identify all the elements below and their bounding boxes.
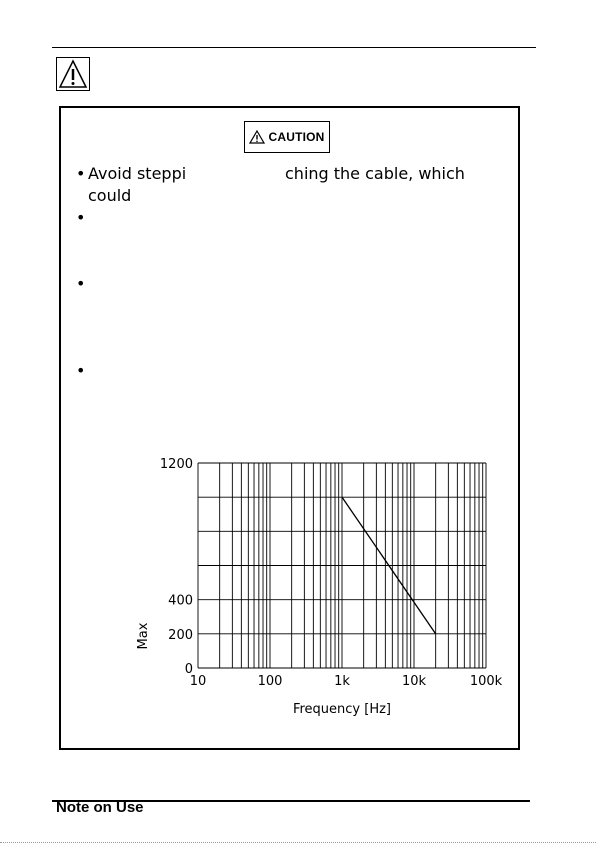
bullet-3: • (76, 274, 86, 293)
frequency-chart (128, 450, 518, 730)
paragraph-1-text-continued: ching the cable, which (285, 164, 465, 183)
y-tick-label: 1200 (159, 457, 193, 472)
x-axis-label: Frequency [Hz] (292, 702, 392, 717)
y-tick-label: 200 (168, 627, 193, 643)
x-tick-label: 100 (257, 674, 283, 689)
x-tick-label: 1k (334, 674, 350, 689)
paragraph-1-text: Avoid steppi (88, 164, 187, 183)
y-axis-label: Max (136, 622, 151, 650)
header-rule (52, 47, 536, 48)
warning-icon (56, 57, 90, 91)
page-edge (0, 842, 596, 843)
bullet-4: • (76, 361, 86, 380)
caution-label: CAUTION (268, 130, 325, 144)
bullet-1: • (76, 164, 86, 183)
y-tick-label: 0 (184, 662, 193, 677)
bullet-2: • (76, 208, 86, 227)
caution-icon (249, 130, 265, 144)
footer-title: Note on Use (56, 799, 144, 816)
x-tick-label: 10k (401, 674, 427, 689)
y-tick-label: 400 (168, 593, 193, 609)
caution-label-box (244, 121, 330, 153)
paragraph-1-line-2: could (88, 186, 132, 205)
x-tick-label: 10 (189, 674, 207, 689)
x-tick-label: 100k (469, 674, 503, 689)
